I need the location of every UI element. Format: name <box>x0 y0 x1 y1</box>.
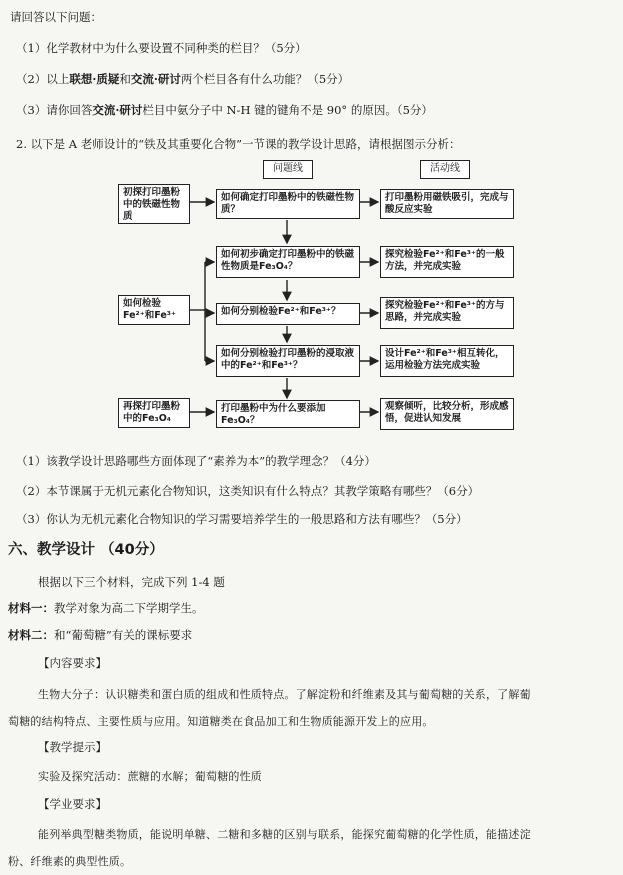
sub-question-3: （3）你认为无机元素化合物知识的学习需要培养学生的一般思路和方法有哪些？（5分） <box>16 512 468 526</box>
header-question-line: 问题线 <box>263 160 313 179</box>
tag-content-requirements: 【内容要求】 <box>38 656 107 670</box>
material-1: 材料一：教学对象为高二下学期学生。 <box>8 601 204 615</box>
question-2-line: （2）以上联想·质疑和交流·研讨两个栏目各有什么功能？（5分） <box>16 72 350 86</box>
tag-academic-requirements: 【学业要求】 <box>38 797 107 811</box>
right-box-4: 设计Fe²⁺和Fe³⁺相互转化，运用检验方法完成实验 <box>380 345 514 377</box>
right-box-2: 探究检验Fe²⁺和Fe³⁺的一般方法，并完成实验 <box>380 246 514 278</box>
sub-question-2: （2）本节课属于无机元素化合物知识，这类知识有什么特点？其教学策略有哪些？（6分） <box>16 484 480 498</box>
mid-box-5: 打印墨粉中为什么要添加Fe₃O₄？ <box>216 400 360 428</box>
mid-box-2: 如何初步确定打印墨粉中的铁磁性物质是Fe₃O₄？ <box>216 246 360 278</box>
left-box-how-to-test: 如何检验 Fe²⁺和Fe³⁺ <box>118 295 190 325</box>
right-box-5: 观察倾听，比较分析，形成感悟，促进认知发展 <box>380 398 514 430</box>
sub-question-1: （1）该教学设计思路哪些方面体现了“素养为本”的教学理念？（4分） <box>16 454 376 468</box>
material-2: 材料二：和“葡萄糖”有关的课标要求 <box>8 628 193 642</box>
header-activity-line: 活动线 <box>420 160 470 179</box>
requirement-line-2: 粉、纤维素的典型性质。 <box>8 855 132 868</box>
mid-box-4: 如何分别检验打印墨粉的浸取液中的Fe²⁺和Fe³⁺？ <box>216 345 360 377</box>
content-line-2: 萄糖的结构特点、主要性质与应用。知道糖类在食品加工和生物质能源开发上的应用。 <box>8 715 434 728</box>
question-2-heading: 2. 以下是 A 老师设计的“铁及其重要化合物”一节课的教学设计思路，请根据图示分析： <box>16 137 461 151</box>
right-box-3: 探究检验Fe²⁺和Fe³⁺的方与思路，并完成实验 <box>380 297 514 329</box>
question-1: （1）化学教材中为什么要设置不同种类的栏目？（5分） <box>16 41 307 55</box>
mid-box-1: 如何确定打印墨粉中的铁磁性物质？ <box>216 189 360 219</box>
requirement-line-1: 能列举典型糖类物质，能说明单糖、二糖和多糖的区别与联系，能探究葡萄糖的化学性质，能描述淀 <box>38 828 531 841</box>
intro-text: 请回答以下问题： <box>10 10 102 24</box>
question-3-line: （3）请你回答交流·研讨栏目中氨分子中 N-H 键的键角不是 90° 的原因。（5分） <box>16 103 433 117</box>
tag-teaching-hints: 【教学提示】 <box>38 740 107 754</box>
left-box-re-explore: 再探打印墨粉中的Fe₃O₄ <box>118 398 190 428</box>
right-box-1: 打印墨粉用磁铁吸引，完成与酸反应实验 <box>380 189 514 219</box>
content-line-1: 生物大分子：认识糖类和蛋白质的组成和性质特点。了解淀粉和纤维素及其与葡萄糖的关系，了解葡 <box>38 688 531 701</box>
mid-box-3: 如何分别检验Fe²⁺和Fe³⁺？ <box>216 303 360 325</box>
section-6-intro: 根据以下三个材料，完成下列 1-4 题 <box>38 575 225 589</box>
hint-line: 实验及探究活动：蔗糖的水解；葡萄糖的性质 <box>38 770 262 783</box>
section-6-title: 六、教学设计 （40分） <box>8 542 164 558</box>
left-box-initial-explore: 初探打印墨粉中的铁磁性物质 <box>118 184 190 224</box>
